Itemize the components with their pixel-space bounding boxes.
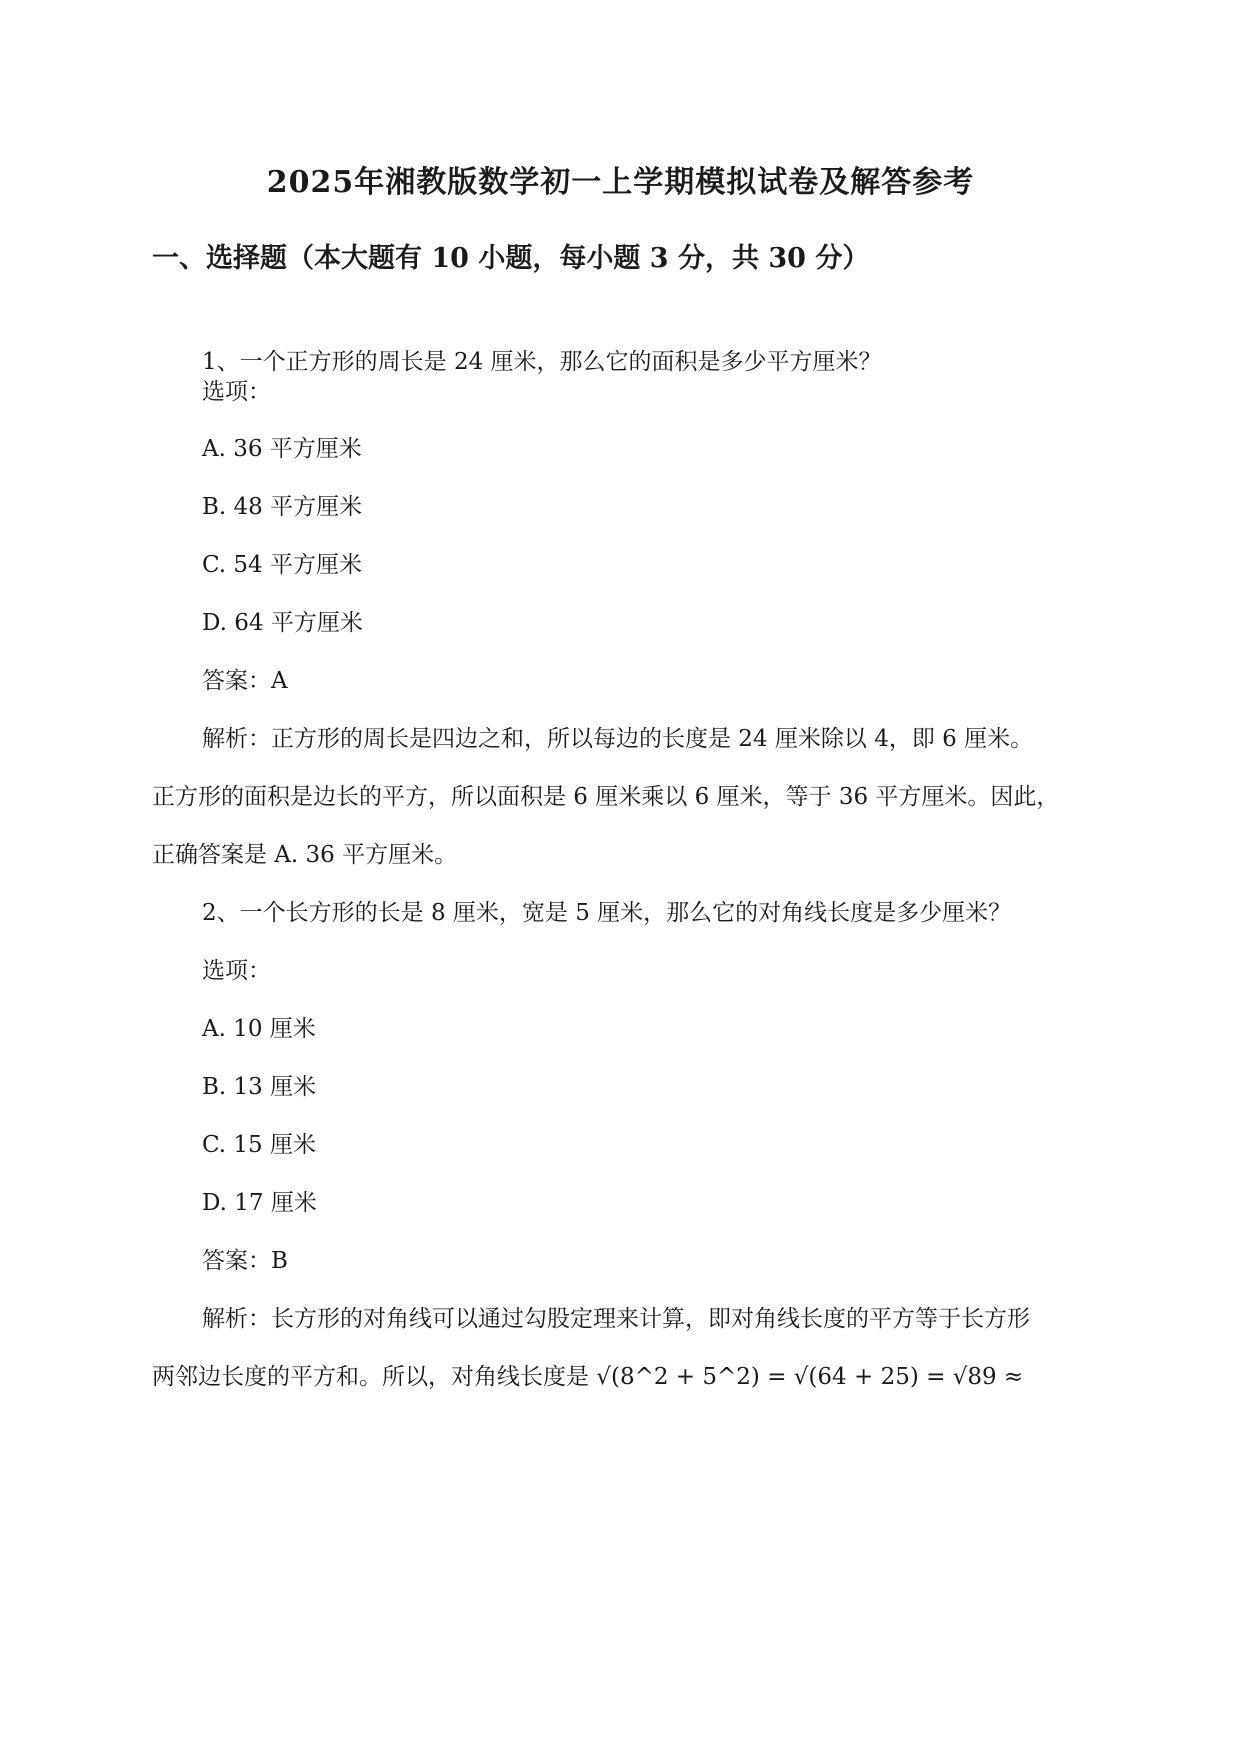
question-2-options-label: 选项：: [202, 958, 271, 984]
question-1-option-b: B. 48 平方厘米: [202, 494, 363, 520]
question-1-option-c: C. 54 平方厘米: [202, 552, 362, 578]
question-2-option-b: B. 13 厘米: [202, 1074, 317, 1100]
question-2-answer: 答案：B: [202, 1248, 288, 1274]
question-2-option-a: A. 10 厘米: [202, 1016, 316, 1042]
question-2-analysis-line-1: 解析：长方形的对角线可以通过勾股定理来计算，即对角线长度的平方等于长方形: [202, 1306, 1030, 1332]
question-1-option-d: D. 64 平方厘米: [202, 610, 363, 636]
question-1-stem: 1、一个正方形的周长是 24 厘米，那么它的面积是多少平方厘米？: [202, 349, 882, 375]
document-title: 2025年湘教版数学初一上学期模拟试卷及解答参考: [266, 165, 975, 200]
question-1-answer: 答案：A: [202, 668, 288, 694]
question-2-option-d: D. 17 厘米: [202, 1190, 317, 1216]
question-1-options-label: 选项：: [202, 379, 271, 405]
question-2-stem: 2、一个长方形的长是 8 厘米，宽是 5 厘米，那么它的对角线长度是多少厘米？: [202, 900, 1012, 926]
question-1-analysis-line-1: 解析：正方形的周长是四边之和，所以每边的长度是 24 厘米除以 4，即 6 厘米。: [202, 726, 1034, 752]
section-heading: 一、选择题（本大题有 10 小题，每小题 3 分，共 30 分）: [152, 243, 870, 274]
question-1-option-a: A. 36 平方厘米: [202, 436, 362, 462]
question-1-analysis-line-2: 正方形的面积是边长的平方，所以面积是 6 厘米乘以 6 厘米，等于 36 平方厘米。因此，: [152, 784, 1060, 810]
question-2-analysis-line-2: 两邻边长度的平方和。所以，对角线长度是 √(8^2 + 5^2) = √(64 + 25) = √89 ≈: [152, 1364, 1024, 1390]
question-2-option-c: C. 15 厘米: [202, 1132, 316, 1158]
question-1-analysis-line-3: 正确答案是 A. 36 平方厘米。: [152, 842, 458, 868]
